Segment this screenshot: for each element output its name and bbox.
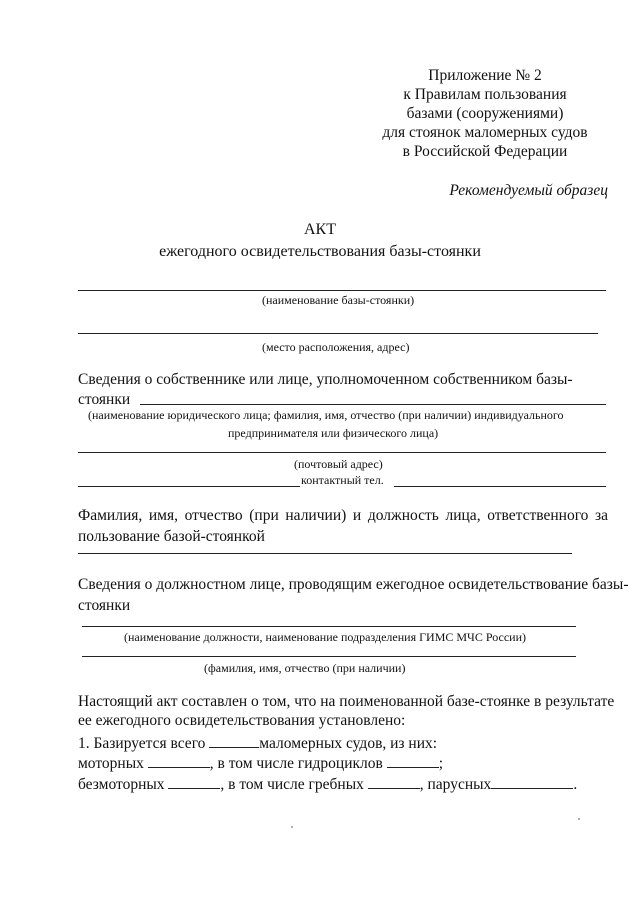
owner-caption: (наименование юридического лица; фамилия, имя, отчество (при наличии) индивидуального [88, 408, 564, 422]
responsible-line [78, 553, 572, 554]
act-statement-cont: ее ежегодного освидетельствования установлено: [78, 712, 406, 729]
official-heading: Сведения о должностном лице, проводящим ежегодное освидетельствование базы- [78, 576, 629, 593]
official-name-caption: (фамилия, имя, отчество (при наличии) [204, 661, 406, 675]
scan-speck [291, 826, 293, 828]
appendix-line: к Правилам пользования [403, 86, 567, 103]
location-line [78, 333, 598, 334]
official-heading-cont: стоянки [78, 597, 131, 614]
act-statement: Настоящий акт составлен о том, что на поименованной базе-стоянке в результате [78, 693, 615, 710]
sailing-vessels-field[interactable] [491, 774, 573, 789]
motor-vessels-line: моторных , в том числе гидроциклов ; [78, 755, 444, 772]
total-vessels-field[interactable] [209, 733, 259, 748]
appendix-line: для стоянок маломерных судов [382, 124, 588, 141]
nonmotor-vessels-field[interactable] [168, 774, 220, 789]
official-position-caption: (наименование должности, наименование подразделения ГИМС МЧС России) [124, 630, 527, 644]
responsible-heading: Фамилия, имя, отчество (при наличии) и должность лица, ответственного за [78, 507, 609, 524]
motor-vessels-field[interactable] [148, 753, 210, 768]
contact-phone-label: контактный тел. [301, 473, 384, 487]
location-caption: (место расположения, адрес) [262, 340, 410, 354]
owner-caption-cont: предпринимателя или физического лица) [228, 426, 439, 440]
appendix-line: в Российской Федерации [402, 143, 568, 160]
responsible-heading-cont: пользование базой-стоянкой [78, 528, 265, 545]
owner-line [140, 404, 606, 405]
official-name-line [82, 656, 576, 657]
document-title: АКТ [304, 221, 336, 238]
appendix-line: Приложение № 2 [428, 67, 542, 84]
recommended-sample-label: Рекомендуемый образец [449, 182, 608, 199]
base-name-caption: (наименование базы-стоянки) [262, 293, 415, 307]
owner-heading: Сведения о собственнике или лице, уполномоченном собственником базы- [78, 371, 573, 388]
document-subtitle: ежегодного освидетельствования базы-стоянки [159, 243, 481, 260]
base-name-line [78, 290, 606, 291]
postal-address-line [78, 452, 606, 453]
item-1-line: 1. Базируется всего маломерных судов, из них: [78, 735, 438, 752]
rowing-vessels-field[interactable] [368, 774, 420, 789]
jet-ski-field[interactable] [387, 753, 439, 768]
contact-name-line [78, 486, 300, 487]
contact-phone-line [394, 486, 606, 487]
appendix-line: базами (сооружениями) [406, 105, 564, 122]
appendix-block [360, 66, 610, 161]
official-position-line [82, 626, 576, 627]
nonmotor-vessels-line: безмоторных , в том числе гребных , парусных . [78, 776, 578, 793]
postal-address-caption: (почтовый адрес) [294, 457, 383, 471]
scan-speck [578, 818, 580, 820]
owner-heading-cont: стоянки [78, 391, 131, 408]
